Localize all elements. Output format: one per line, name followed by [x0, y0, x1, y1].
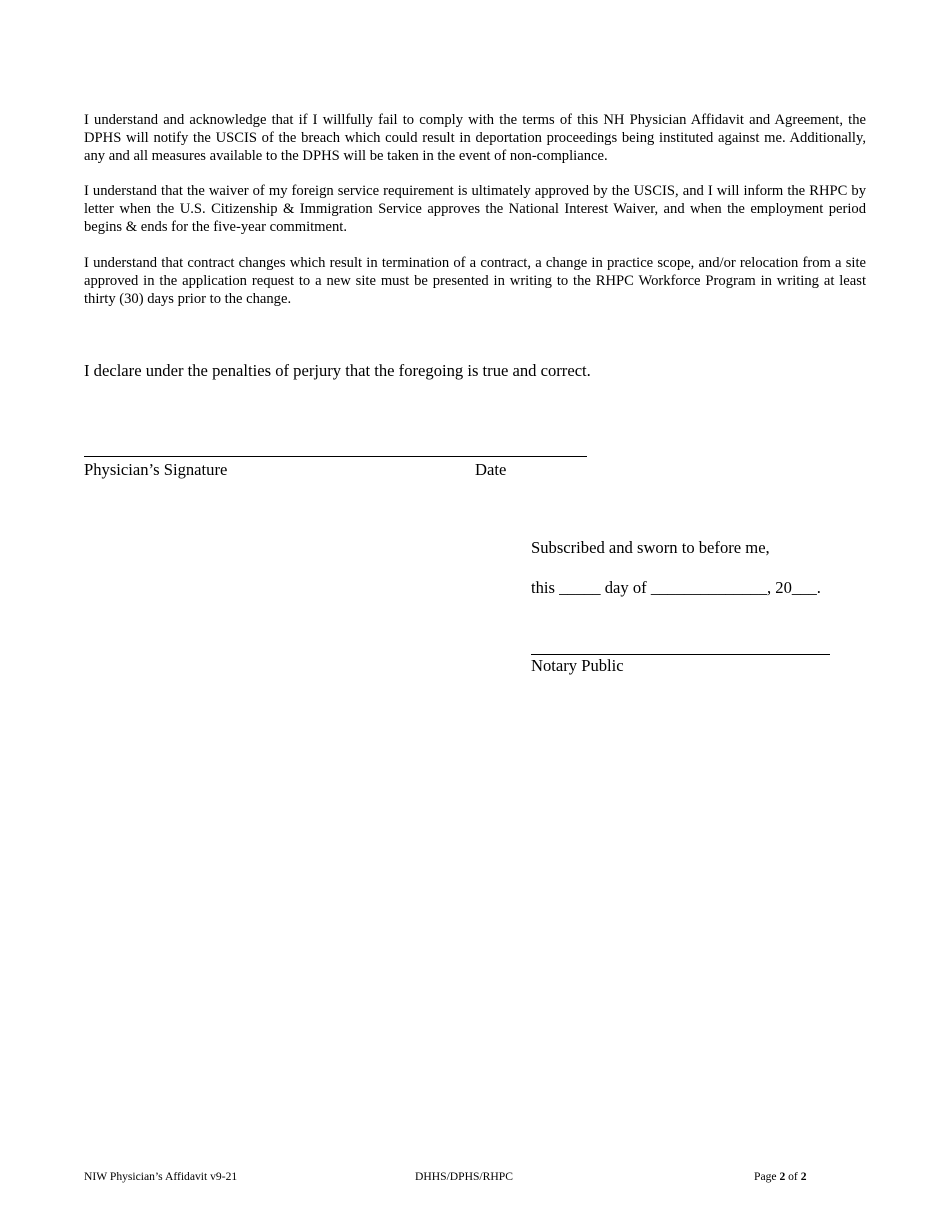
footer-department: DHHS/DPHS/RHPC — [415, 1170, 513, 1183]
page-prefix: Page — [754, 1170, 780, 1183]
physician-signature-line — [84, 456, 587, 457]
notary-public-label: Notary Public — [531, 656, 624, 675]
page-of: of — [785, 1170, 801, 1183]
footer-page-number — [754, 1170, 807, 1184]
paragraph-compliance-acknowledgement: I understand and acknowledge that if I willfully fail to comply with the terms of this NH Physician Affidavit and Agreement, the DPHS will notify the USCIS of the breach which could result in deportation proceedings being instituted against me. Additionally, any and all measures available to the DPHS will be taken in the event of non-compliance. — [84, 112, 866, 164]
footer-document-title: NIW Physician’s Affidavit v9-21 — [84, 1170, 238, 1183]
signature-date-label: Date — [475, 460, 507, 479]
notary-date-blank-line: this _____ day of ______________, 20___. — [531, 578, 821, 597]
notary-signature-line — [531, 654, 830, 655]
paragraph-waiver-approval: I understand that the waiver of my foreign service requirement is ultimately approved by the USCIS, and I will inform the RHPC by letter when the U.S. Citizenship & Immigration Service approves the National Interest Waiver, and when the employment period begins & ends for the five-year commitment. — [84, 183, 866, 235]
physician-signature-label: Physician’s Signature — [84, 460, 228, 479]
total-pages: 2 — [800, 1170, 807, 1183]
perjury-declaration: I declare under the penalties of perjury that the foregoing is true and correct. — [84, 361, 591, 380]
paragraph-contract-changes: I understand that contract changes which result in termination of a contract, a change in practice scope, and/or relocation from a site approved in the application request to a new site must be presented in writing to the RHPC Workforce Program in writing at least thirty (30) days prior to the change. — [84, 255, 866, 307]
notary-subscribed-text: Subscribed and sworn to before me, — [531, 538, 770, 557]
current-page: 2 — [779, 1170, 786, 1183]
